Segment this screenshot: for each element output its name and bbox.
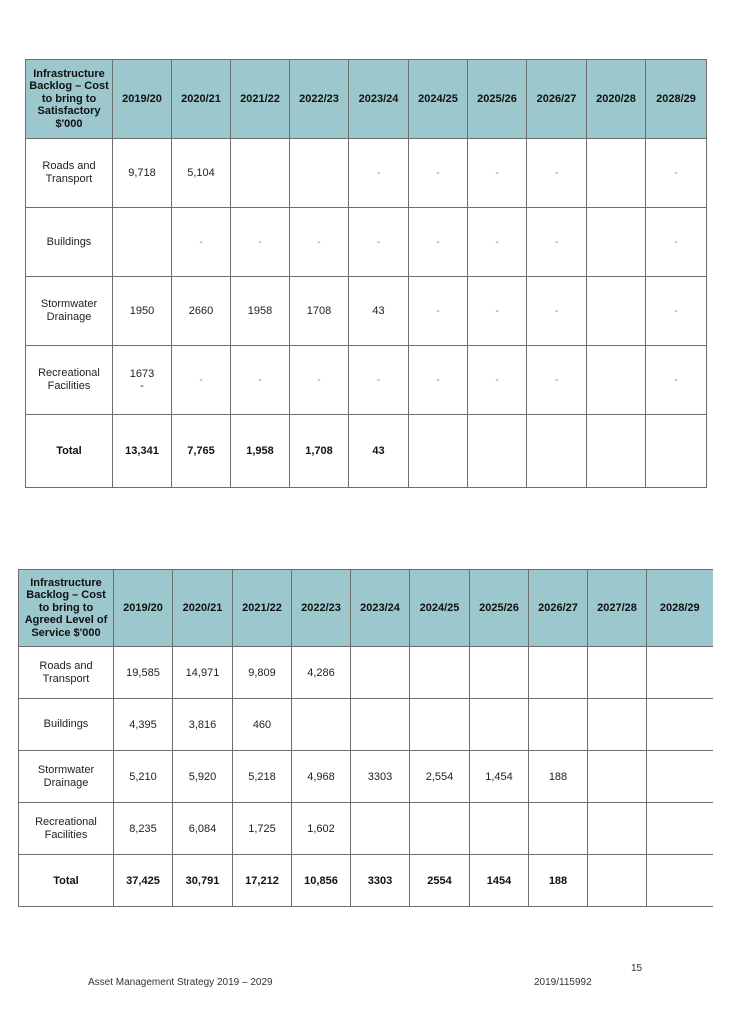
row-label: Stormwater Drainage bbox=[26, 277, 113, 346]
total-cell: 188 bbox=[529, 855, 588, 907]
header-year: 2026/27 bbox=[529, 570, 588, 647]
table-cell: 5,210 bbox=[114, 751, 173, 803]
table-cell bbox=[410, 699, 470, 751]
table-cell: - bbox=[231, 208, 290, 277]
table-cell: - bbox=[468, 277, 527, 346]
total-cell bbox=[588, 855, 647, 907]
table-cell: 5,920 bbox=[173, 751, 233, 803]
total-cell: 7,765 bbox=[172, 415, 231, 488]
table-cell bbox=[647, 803, 713, 855]
table-cell bbox=[588, 647, 647, 699]
table-cell: - bbox=[349, 139, 409, 208]
row-label: Recreational Facilities bbox=[19, 803, 114, 855]
table-cell: 5,104 bbox=[172, 139, 231, 208]
header-year: 2021/22 bbox=[233, 570, 292, 647]
table-cell: 9,809 bbox=[233, 647, 292, 699]
table-cell: - bbox=[646, 208, 707, 277]
header-year: 2024/25 bbox=[409, 60, 468, 139]
table-cell bbox=[647, 647, 713, 699]
row-label: Buildings bbox=[19, 699, 114, 751]
header-year: 2027/28 bbox=[588, 570, 647, 647]
table-cell: - bbox=[409, 346, 468, 415]
total-cell: 1,708 bbox=[290, 415, 349, 488]
table-cell: - bbox=[468, 139, 527, 208]
table-cell: - bbox=[527, 208, 587, 277]
table-cell bbox=[470, 699, 529, 751]
row-label: Roads and Transport bbox=[19, 647, 114, 699]
header-year: 2028/29 bbox=[646, 60, 707, 139]
table-cell: - bbox=[290, 346, 349, 415]
table-cell: 3,816 bbox=[173, 699, 233, 751]
table-cell: 14,971 bbox=[173, 647, 233, 699]
table-cell bbox=[351, 647, 410, 699]
table-cell: 1950 bbox=[113, 277, 172, 346]
total-cell: 43 bbox=[349, 415, 409, 488]
table-cell: 19,585 bbox=[114, 647, 173, 699]
table-cell: 4,968 bbox=[292, 751, 351, 803]
header-year: 2022/23 bbox=[292, 570, 351, 647]
total-cell: 37,425 bbox=[114, 855, 173, 907]
header-year: 2020/21 bbox=[173, 570, 233, 647]
table-row bbox=[19, 803, 713, 855]
header-year: 2022/23 bbox=[290, 60, 349, 139]
table-cell: 4,286 bbox=[292, 647, 351, 699]
table-row bbox=[26, 346, 707, 415]
table-cell bbox=[588, 803, 647, 855]
table-row bbox=[19, 647, 713, 699]
table-cell: - bbox=[290, 208, 349, 277]
row-label: Stormwater Drainage bbox=[19, 751, 114, 803]
table-cell: 1,602 bbox=[292, 803, 351, 855]
total-cell: 13,341 bbox=[113, 415, 172, 488]
table-cell: - bbox=[468, 208, 527, 277]
table-cell: 2660 bbox=[172, 277, 231, 346]
header-year: 2026/27 bbox=[527, 60, 587, 139]
document-reference-footer: 2019/115992 bbox=[534, 977, 592, 988]
table-cell: - bbox=[646, 277, 707, 346]
header-year: 2020/21 bbox=[172, 60, 231, 139]
table-cell: - bbox=[468, 346, 527, 415]
table-cell: - bbox=[646, 139, 707, 208]
table-cell: 1958 bbox=[231, 277, 290, 346]
table-cell bbox=[587, 277, 646, 346]
table-cell bbox=[587, 346, 646, 415]
table-cell: - bbox=[349, 208, 409, 277]
table-cell: - bbox=[231, 346, 290, 415]
table-row bbox=[26, 277, 707, 346]
table-cell: 460 bbox=[233, 699, 292, 751]
row-label: Recreational Facilities bbox=[26, 346, 113, 415]
table-cell bbox=[113, 208, 172, 277]
backlog-satisfactory-table bbox=[25, 59, 707, 488]
header-category: Infrastructure Backlog – Cost to bring to Agreed Level of Service $'000 bbox=[19, 570, 114, 647]
header-year: 2023/24 bbox=[349, 60, 409, 139]
table-cell: - bbox=[527, 139, 587, 208]
total-cell bbox=[646, 415, 707, 488]
table-cell bbox=[529, 699, 588, 751]
table-cell: - bbox=[349, 346, 409, 415]
table-cell: - bbox=[172, 346, 231, 415]
total-cell bbox=[468, 415, 527, 488]
table-cell: - bbox=[646, 346, 707, 415]
total-cell bbox=[409, 415, 468, 488]
total-cell: 2554 bbox=[410, 855, 470, 907]
table-cell bbox=[410, 647, 470, 699]
table-cell bbox=[351, 699, 410, 751]
table-body bbox=[19, 570, 713, 907]
header-row bbox=[19, 570, 713, 647]
table-cell: 188 bbox=[529, 751, 588, 803]
table-cell: 1,454 bbox=[470, 751, 529, 803]
total-row bbox=[26, 415, 707, 488]
total-cell: 17,212 bbox=[233, 855, 292, 907]
table-cell bbox=[470, 803, 529, 855]
table-row bbox=[26, 139, 707, 208]
table-cell bbox=[231, 139, 290, 208]
table-cell: - bbox=[527, 277, 587, 346]
header-category: Infrastructure Backlog – Cost to bring to Satisfactory $'000 bbox=[26, 60, 113, 139]
table-cell bbox=[529, 647, 588, 699]
table-cell: 5,218 bbox=[233, 751, 292, 803]
header-year: 2025/26 bbox=[468, 60, 527, 139]
header-year: 2028/29 bbox=[647, 570, 713, 647]
table-cell: 1708 bbox=[290, 277, 349, 346]
table-cell: 43 bbox=[349, 277, 409, 346]
table-cell bbox=[587, 139, 646, 208]
table-cell bbox=[410, 803, 470, 855]
table-cell: 2,554 bbox=[410, 751, 470, 803]
header-year: 2023/24 bbox=[351, 570, 410, 647]
table-cell bbox=[351, 803, 410, 855]
total-cell: 30,791 bbox=[173, 855, 233, 907]
header-year: 2019/20 bbox=[113, 60, 172, 139]
table-cell bbox=[470, 647, 529, 699]
row-label: Buildings bbox=[26, 208, 113, 277]
table-body bbox=[26, 60, 707, 488]
table-row bbox=[19, 751, 713, 803]
table-cell bbox=[290, 139, 349, 208]
table-cell: - bbox=[409, 277, 468, 346]
header-year: 2021/22 bbox=[231, 60, 290, 139]
table-cell: 1,725 bbox=[233, 803, 292, 855]
table-cell bbox=[588, 751, 647, 803]
total-cell: 10,856 bbox=[292, 855, 351, 907]
total-label: Total bbox=[19, 855, 114, 907]
table-cell bbox=[529, 803, 588, 855]
total-label: Total bbox=[26, 415, 113, 488]
table-row bbox=[19, 699, 713, 751]
total-cell bbox=[647, 855, 713, 907]
table-cell bbox=[292, 699, 351, 751]
table-cell: 9,718 bbox=[113, 139, 172, 208]
table-cell: 8,235 bbox=[114, 803, 173, 855]
table-cell: - bbox=[409, 139, 468, 208]
table-cell: 4,395 bbox=[114, 699, 173, 751]
table-cell bbox=[587, 208, 646, 277]
total-cell bbox=[527, 415, 587, 488]
header-row bbox=[26, 60, 707, 139]
total-cell: 1454 bbox=[470, 855, 529, 907]
backlog-agreed-level-table bbox=[18, 569, 713, 907]
header-year: 2024/25 bbox=[410, 570, 470, 647]
table-cell: - bbox=[409, 208, 468, 277]
header-year: 2020/28 bbox=[587, 60, 646, 139]
total-cell: 1,958 bbox=[231, 415, 290, 488]
total-row bbox=[19, 855, 713, 907]
table-cell bbox=[588, 699, 647, 751]
table-row bbox=[26, 208, 707, 277]
table-cell: 1673 - bbox=[113, 346, 172, 415]
total-cell bbox=[587, 415, 646, 488]
table-cell: - bbox=[527, 346, 587, 415]
header-year: 2025/26 bbox=[470, 570, 529, 647]
document-title-footer: Asset Management Strategy 2019 – 2029 bbox=[88, 977, 273, 988]
page-number: 15 bbox=[631, 963, 643, 974]
table-cell: - bbox=[172, 208, 231, 277]
table-cell: 3303 bbox=[351, 751, 410, 803]
table-cell bbox=[647, 751, 713, 803]
total-cell: 3303 bbox=[351, 855, 410, 907]
table-cell bbox=[647, 699, 713, 751]
table-cell: 6,084 bbox=[173, 803, 233, 855]
row-label: Roads and Transport bbox=[26, 139, 113, 208]
header-year: 2019/20 bbox=[114, 570, 173, 647]
